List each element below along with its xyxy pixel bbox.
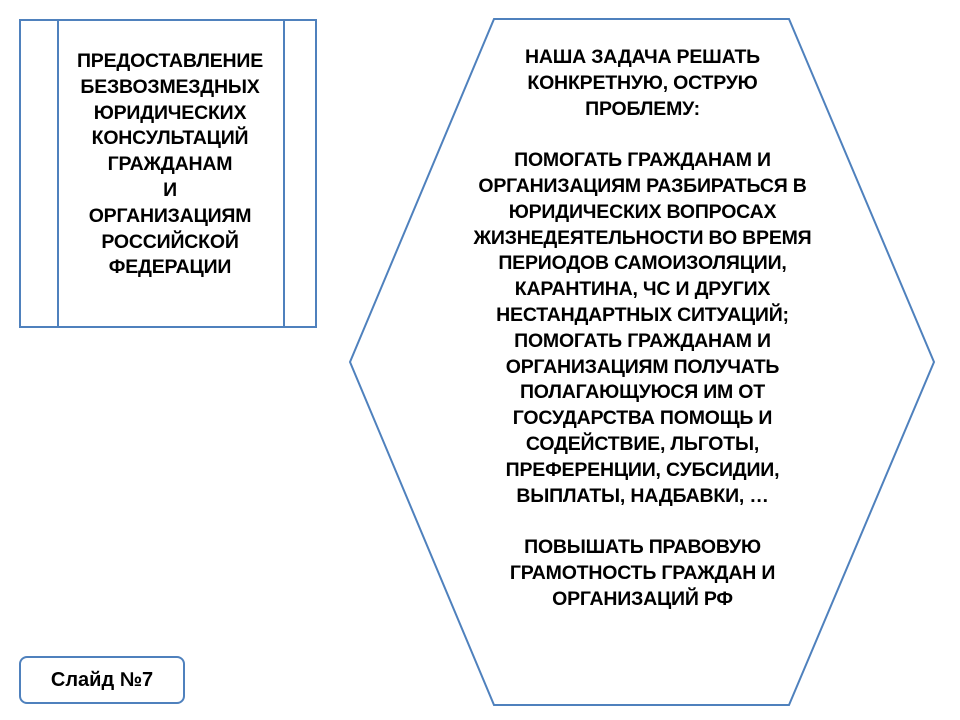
hexagon-line: ПРОБЛЕМУ: [585,97,700,120]
process-line: ГРАЖДАНАМ [107,153,233,176]
hexagon-line: ПРЕФЕРЕНЦИИ, СУБСИДИИ, [505,458,780,481]
hexagon-line: ПЕРИОДОВ САМОИЗОЛЯЦИИ, [498,252,787,275]
process-left-bar [57,21,59,326]
hexagon-line: ГРАМОТНОСТЬ ГРАЖДАН И [509,561,776,584]
hexagon-line: ОРГАНИЗАЦИЙ РФ [552,587,733,610]
process-line: БЕЗВОЗМЕЗДНЫХ [80,75,260,98]
hexagon-line: НЕСТАНДАРТНЫХ СИТУАЦИЙ; [496,303,789,326]
hexagon-line: ПОВЫШАТЬ ПРАВОВУЮ [524,536,761,559]
hexagon-line: ПОМОГАТЬ ГРАЖДАНАМ И [514,329,771,352]
process-line: ФЕДЕРАЦИИ [108,256,232,279]
hexagon-line: НАША ЗАДАЧА РЕШАТЬ [524,46,761,68]
process-line: ЮРИДИЧЕСКИХ [93,101,247,124]
process-line: И [163,178,177,201]
process-line: ПРЕДОСТАВЛЕНИЕ [76,50,264,72]
hexagon-line: ВЫПЛАТЫ, НАДБАВКИ, … [516,484,769,507]
hexagon-line: ЖИЗНЕДЕЯТЕЛЬНОСТИ ВО ВРЕМЯ [473,226,812,249]
slide-number-badge: Слайд №7 [19,656,185,704]
process-line: РОССИЙСКОЙ [101,230,239,253]
hexagon-text [440,45,845,613]
hexagon-line: ОРГАНИЗАЦИЯМ ПОЛУЧАТЬ [505,355,780,378]
hexagon-line: ОРГАНИЗАЦИЯМ РАЗБИРАТЬСЯ В [478,174,807,197]
hexagon-line: КОНКРЕТНУЮ, ОСТРУЮ [527,71,758,94]
predefined-process-shape [19,19,317,328]
process-text [61,49,279,281]
hexagon-blank-line [440,509,845,535]
hexagon-line: ПОЛАГАЮЩУЮСЯ ИМ ОТ [519,381,765,404]
hexagon-line: КАРАНТИНА, ЧС И ДРУГИХ [514,278,771,301]
hexagon-line: СОДЕЙСТВИЕ, ЛЬГОТЫ, [525,432,760,455]
process-line: ОРГАНИЗАЦИЯМ [88,204,252,227]
process-line: КОНСУЛЬТАЦИЙ [91,127,249,150]
hexagon-line: ЮРИДИЧЕСКИХ ВОПРОСАХ [508,200,777,223]
hexagon-line: ПОМОГАТЬ ГРАЖДАНАМ И [514,149,771,172]
hexagon-line: ГОСУДАРСТВА ПОМОЩЬ И [512,407,773,430]
process-right-bar [283,21,285,326]
hexagon-blank-line [440,122,845,148]
